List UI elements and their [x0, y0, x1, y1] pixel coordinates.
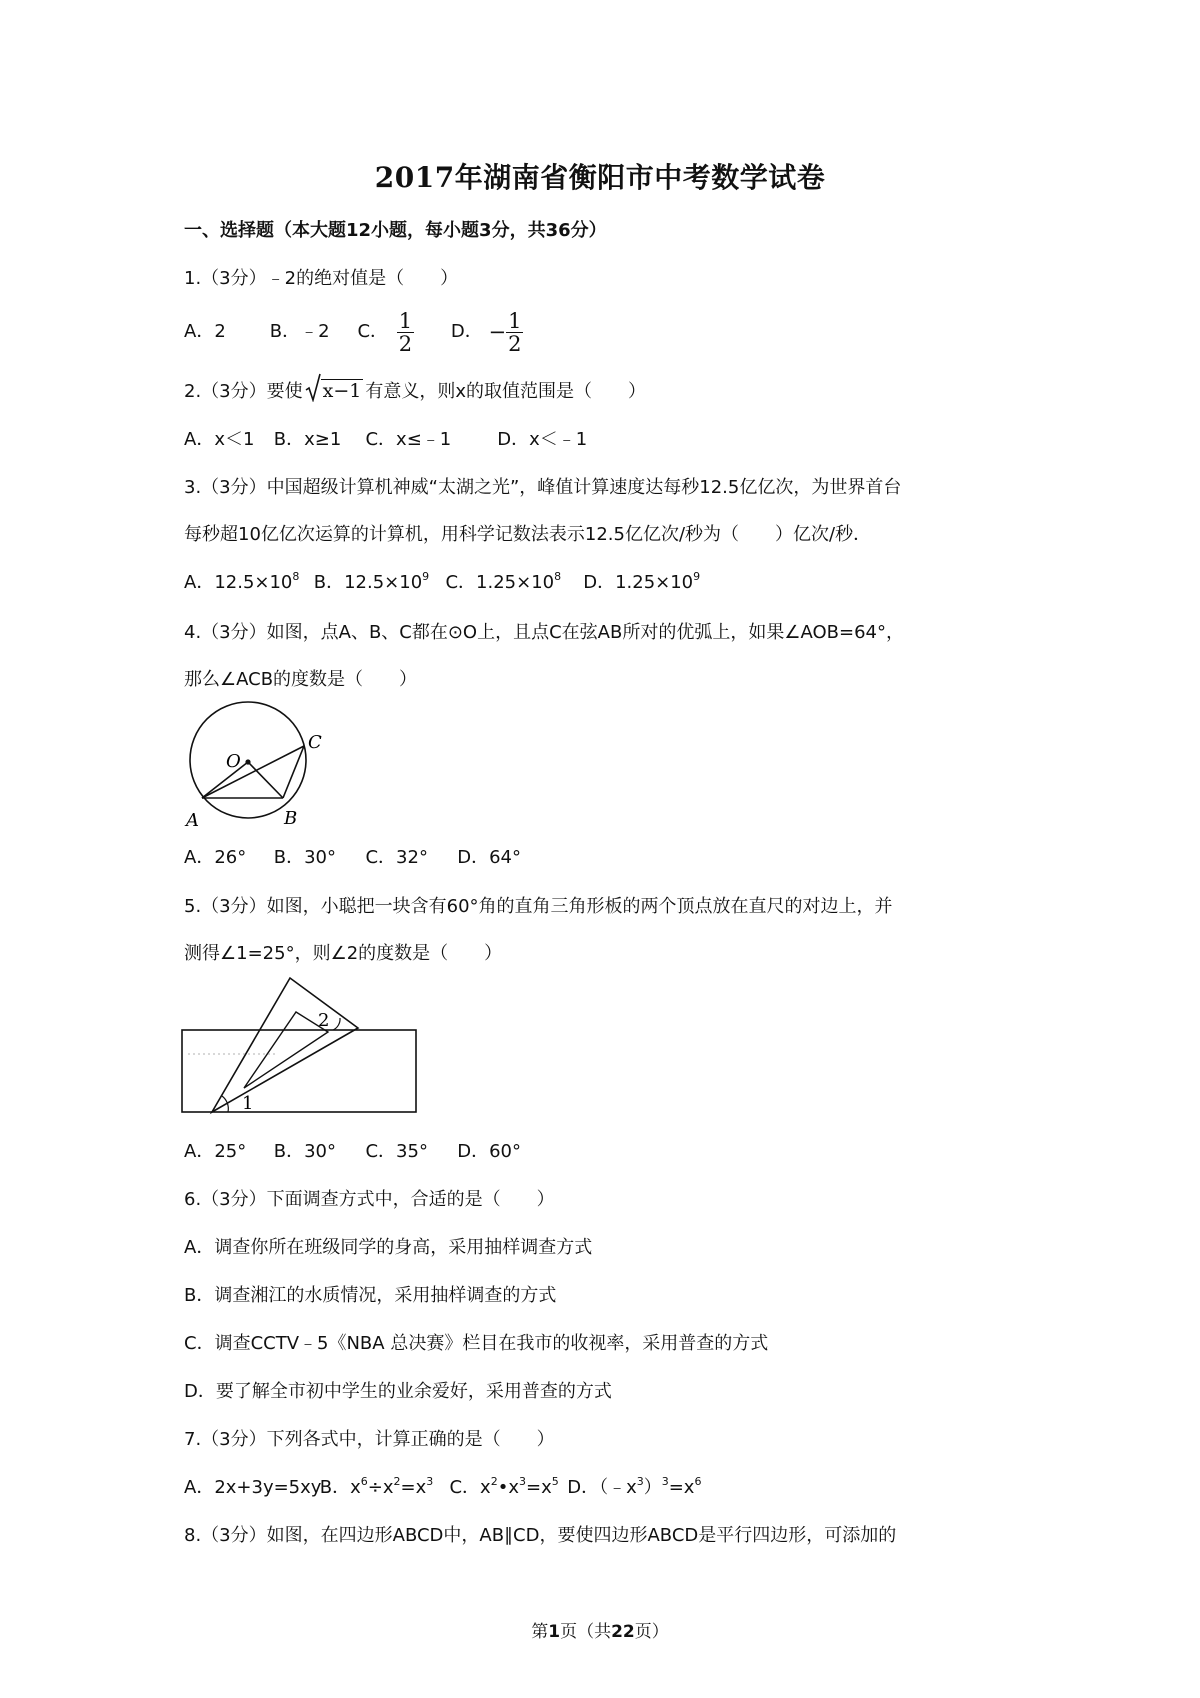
page-footer: [0, 1617, 1200, 1642]
q1-option-b: B．﹣2: [269, 321, 330, 342]
q2-option-d: D．x＜﹣1: [497, 429, 588, 450]
q3-option-c: [445, 570, 577, 596]
footer-page-number: 1: [548, 1622, 561, 1642]
q4-stem-line2: 那么∠ACB的度数是（ ）: [184, 669, 418, 690]
q1-option-d-label: D．: [450, 321, 483, 342]
q4-option-d: D．64°: [457, 847, 521, 868]
triangle-inner: [244, 1012, 328, 1088]
q3-stem-line2: 每秒超10亿亿次运算的计算机，用科学记数法表示12.5亿亿次/秒为（ ）亿次/秒．: [184, 524, 872, 545]
fraction-numerator: 1: [508, 308, 522, 333]
segment-bc: [283, 746, 304, 798]
label-b: B: [284, 808, 298, 829]
footer-middle: 页（共: [560, 1622, 612, 1642]
circle-figure: [176, 700, 346, 840]
q5-options: [184, 1139, 521, 1165]
q4-options: [184, 845, 521, 871]
q5-option-b: B．30°: [273, 1141, 336, 1162]
q7-options: [184, 1475, 701, 1501]
segment-ob: [248, 762, 283, 798]
page-title: 2017年湖南省衡阳市中考数学试卷: [374, 161, 826, 194]
q1-options: A．2 B．﹣2 C． $\frac{1}{2}$ D． − $\frac{1}{2}$: [184, 308, 522, 356]
q1-option-c-label: C．: [357, 321, 389, 342]
q4-option-c: C．32°: [365, 847, 428, 868]
segment-ac: [202, 746, 304, 798]
q3-option-d-exponent: 9: [693, 570, 701, 583]
footer-prefix: 第: [531, 1622, 549, 1642]
triangle-outer: [212, 978, 358, 1112]
footer-suffix: 页）: [634, 1622, 669, 1642]
radicand: x−1: [322, 380, 362, 402]
label-a: A: [186, 810, 199, 831]
angle-2-arc: [333, 1018, 340, 1030]
q2-options: [184, 427, 587, 453]
q2-stem-prefix: 2.（3分）要使: [184, 381, 303, 402]
angle-label-1: 1: [242, 1093, 254, 1114]
q4-option-a: A．26°: [184, 847, 247, 868]
q6-option-d: D．要了解全市初中学生的业余爱好，采用普查的方式: [184, 1381, 612, 1402]
q2-stem-suffix: 有意义，则x的取值范围是（ ）: [365, 381, 647, 402]
label-c: C: [308, 732, 322, 753]
q1-option-d-fraction: [506, 310, 523, 355]
q5-option-a: A．25°: [184, 1141, 247, 1162]
q7-option-b: B．$x^6\div x^2=x^3$: [319, 1475, 434, 1498]
q6-option-a: A．调查你所在班级同学的身高，采用抽样调查方式: [184, 1237, 593, 1258]
q3-option-a-base: A．12.5×10: [184, 572, 293, 593]
q2-option-a: A．x＜1: [184, 429, 255, 450]
angle-label-2: 2: [318, 1010, 330, 1031]
q7-option-d: D．$(﹣x^3)^3=x^6$: [567, 1475, 702, 1498]
section-heading: 一、选择题（本大题12小题，每小题3分，共36分）: [184, 220, 607, 241]
q3-option-c-base: C．1.25×10: [445, 572, 555, 593]
fraction-denominator: 2: [398, 331, 413, 356]
q4-stem-line1: 4.（3分）如图，点A、B、C都在⊙O上，且点C在弦AB所对的优弧上，如果∠AOB=64°，: [184, 622, 904, 643]
q5-stem-line1: 5.（3分）如图，小聪把一块含有60°角的直角三角形板的两个顶点放在直尺的对边上，并: [184, 896, 893, 917]
ruler-triangle-figure: [178, 970, 428, 1120]
q3-option-d-base: D．1.25×10: [583, 572, 694, 593]
q5-option-d: D．60°: [457, 1141, 521, 1162]
q7-option-c: C．$x^2•x^3=x^5$: [449, 1475, 559, 1498]
fraction-numerator: 1: [398, 308, 413, 333]
q5-option-c: C．35°: [365, 1141, 428, 1162]
q3-stem-line1: 3.（3分）中国超级计算机神威“太湖之光”，峰值计算速度达每秒12.5亿亿次，为世界首台: [184, 477, 902, 498]
q3-option-a: [184, 570, 308, 596]
q6-option-c: C．调查CCTV﹣5《NBA 总决赛》栏目在我市的收视率，采用普查的方式: [184, 1333, 769, 1354]
q2-option-b: B．x≥1: [273, 429, 342, 450]
center-point: [245, 759, 250, 764]
footer-total-pages: 22: [611, 1622, 635, 1642]
fraction-denominator: 2: [508, 331, 522, 356]
segment-oa: [202, 762, 248, 798]
q3-options: [184, 570, 700, 596]
q1-stem: 1.（3分）﹣2的绝对值是（ ）: [184, 268, 459, 289]
q6-stem: 6.（3分）下面调查方式中，合适的是（ ）: [184, 1189, 555, 1210]
q3-option-a-exponent: 8: [292, 570, 300, 583]
q6-option-b: B．调查湘江的水质情况，采用抽样调查的方式: [184, 1285, 557, 1306]
q3-option-b-base: B．12.5×10: [313, 572, 423, 593]
q5-stem-line2: 测得∠1=25°，则∠2的度数是（ ）: [184, 943, 503, 964]
ruler-rectangle: [182, 1030, 416, 1112]
q1-option-c-fraction: [397, 310, 414, 355]
radical-sign-icon: [305, 372, 321, 402]
q3-option-c-exponent: 8: [554, 570, 562, 583]
q7-stem: 7.（3分）下列各式中，计算正确的是（ ）: [184, 1429, 555, 1450]
q2-option-c: C．x≤﹣1: [365, 429, 452, 450]
q7-option-a: A．2x+3y=5xy: [184, 1477, 322, 1498]
square-root-expression: [305, 378, 364, 404]
q3-option-b-exponent: 9: [422, 570, 430, 583]
q4-option-b: B．30°: [273, 847, 336, 868]
label-o: O: [226, 751, 241, 772]
q1-option-a: A．2: [184, 321, 226, 342]
q2-stem: [184, 378, 646, 405]
q8-stem-line1: 8.（3分）如图，在四边形ABCD中，AB∥CD，要使四边形ABCD是平行四边形，可添加的: [184, 1525, 897, 1546]
q3-option-d: [583, 570, 700, 596]
q3-option-b: [314, 570, 440, 596]
